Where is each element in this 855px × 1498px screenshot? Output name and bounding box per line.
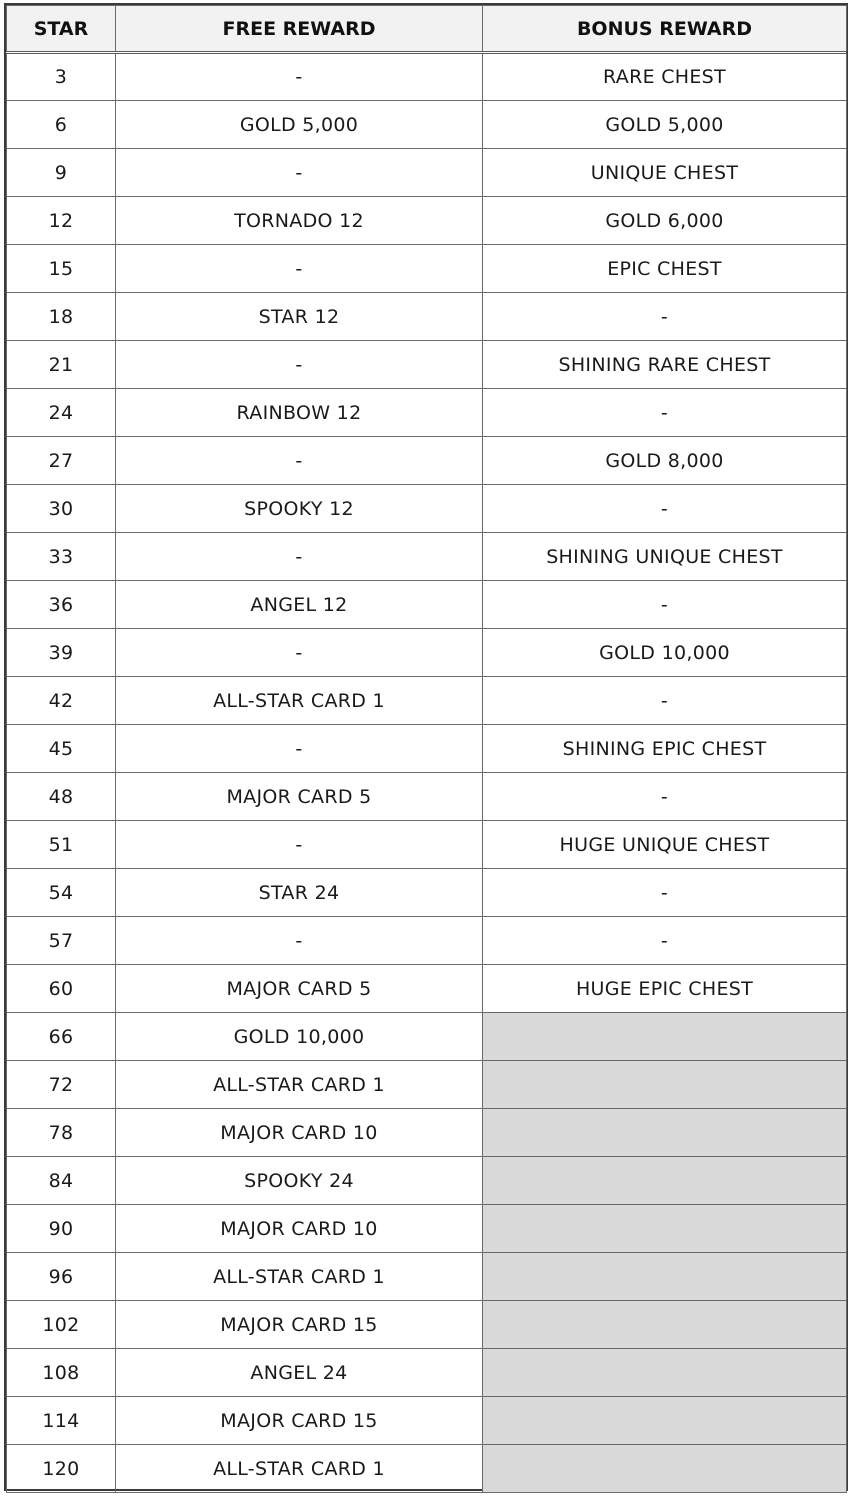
free-reward-cell: - bbox=[116, 917, 483, 965]
free-reward-cell: SPOOKY 24 bbox=[116, 1157, 483, 1205]
star-cell: 78 bbox=[7, 1109, 116, 1157]
bonus-reward-cell: GOLD 5,000 bbox=[483, 101, 847, 149]
star-cell: 96 bbox=[7, 1253, 116, 1301]
bonus-reward-cell: - bbox=[483, 677, 847, 725]
star-cell: 84 bbox=[7, 1157, 116, 1205]
star-cell: 60 bbox=[7, 965, 116, 1013]
table-row bbox=[7, 1397, 847, 1445]
bonus-reward-empty-cell bbox=[483, 1349, 847, 1397]
free-reward-cell: ALL-STAR CARD 1 bbox=[116, 1061, 483, 1109]
bonus-reward-cell: SHINING EPIC CHEST bbox=[483, 725, 847, 773]
star-cell: 27 bbox=[7, 437, 116, 485]
bonus-reward-empty-cell bbox=[483, 1013, 847, 1061]
table-row bbox=[7, 1445, 847, 1493]
table-row bbox=[7, 629, 847, 677]
table-row bbox=[7, 773, 847, 821]
table-row bbox=[7, 1253, 847, 1301]
table-row bbox=[7, 821, 847, 869]
table-row bbox=[7, 101, 847, 149]
star-cell: 30 bbox=[7, 485, 116, 533]
star-cell: 6 bbox=[7, 101, 116, 149]
free-reward-cell: MAJOR CARD 5 bbox=[116, 965, 483, 1013]
star-cell: 3 bbox=[7, 53, 116, 101]
star-cell: 39 bbox=[7, 629, 116, 677]
free-reward-cell: - bbox=[116, 149, 483, 197]
free-reward-cell: GOLD 5,000 bbox=[116, 101, 483, 149]
free-reward-cell: - bbox=[116, 245, 483, 293]
free-reward-cell: MAJOR CARD 15 bbox=[116, 1397, 483, 1445]
table-row bbox=[7, 485, 847, 533]
bonus-reward-cell: EPIC CHEST bbox=[483, 245, 847, 293]
free-reward-cell: - bbox=[116, 629, 483, 677]
header-row bbox=[7, 6, 847, 53]
table-row bbox=[7, 245, 847, 293]
star-cell: 114 bbox=[7, 1397, 116, 1445]
header-bonus-reward: BONUS REWARD bbox=[483, 6, 847, 53]
free-reward-cell: - bbox=[116, 437, 483, 485]
bonus-reward-cell: - bbox=[483, 581, 847, 629]
star-cell: 42 bbox=[7, 677, 116, 725]
table-row bbox=[7, 149, 847, 197]
reward-table bbox=[6, 5, 847, 1493]
table-row bbox=[7, 917, 847, 965]
table-row bbox=[7, 725, 847, 773]
star-cell: 12 bbox=[7, 197, 116, 245]
table-header bbox=[7, 6, 847, 53]
bonus-reward-empty-cell bbox=[483, 1445, 847, 1493]
bonus-reward-cell: - bbox=[483, 773, 847, 821]
bonus-reward-empty-cell bbox=[483, 1061, 847, 1109]
star-cell: 15 bbox=[7, 245, 116, 293]
bonus-reward-cell: - bbox=[483, 293, 847, 341]
star-cell: 66 bbox=[7, 1013, 116, 1061]
table-row bbox=[7, 533, 847, 581]
free-reward-cell: ANGEL 12 bbox=[116, 581, 483, 629]
star-cell: 9 bbox=[7, 149, 116, 197]
table-row bbox=[7, 53, 847, 101]
free-reward-cell: - bbox=[116, 53, 483, 101]
table-row bbox=[7, 1205, 847, 1253]
star-cell: 24 bbox=[7, 389, 116, 437]
bonus-reward-cell: - bbox=[483, 485, 847, 533]
free-reward-cell: STAR 12 bbox=[116, 293, 483, 341]
free-reward-cell: GOLD 10,000 bbox=[116, 1013, 483, 1061]
bonus-reward-empty-cell bbox=[483, 1301, 847, 1349]
free-reward-cell: SPOOKY 12 bbox=[116, 485, 483, 533]
star-cell: 45 bbox=[7, 725, 116, 773]
free-reward-cell: MAJOR CARD 10 bbox=[116, 1109, 483, 1157]
star-cell: 57 bbox=[7, 917, 116, 965]
star-cell: 21 bbox=[7, 341, 116, 389]
free-reward-cell: ALL-STAR CARD 1 bbox=[116, 1253, 483, 1301]
reward-table-container bbox=[4, 3, 848, 1491]
table-row bbox=[7, 1109, 847, 1157]
bonus-reward-cell: GOLD 10,000 bbox=[483, 629, 847, 677]
bonus-reward-cell: SHINING UNIQUE CHEST bbox=[483, 533, 847, 581]
star-cell: 90 bbox=[7, 1205, 116, 1253]
table-row bbox=[7, 1061, 847, 1109]
free-reward-cell: MAJOR CARD 15 bbox=[116, 1301, 483, 1349]
free-reward-cell: MAJOR CARD 5 bbox=[116, 773, 483, 821]
bonus-reward-empty-cell bbox=[483, 1253, 847, 1301]
bonus-reward-empty-cell bbox=[483, 1157, 847, 1205]
header-star: STAR bbox=[7, 6, 116, 53]
table-row bbox=[7, 293, 847, 341]
bonus-reward-cell: - bbox=[483, 389, 847, 437]
free-reward-cell: TORNADO 12 bbox=[116, 197, 483, 245]
table-row bbox=[7, 389, 847, 437]
star-cell: 102 bbox=[7, 1301, 116, 1349]
bonus-reward-cell: UNIQUE CHEST bbox=[483, 149, 847, 197]
table-row bbox=[7, 437, 847, 485]
bonus-reward-cell: GOLD 6,000 bbox=[483, 197, 847, 245]
free-reward-cell: - bbox=[116, 821, 483, 869]
star-cell: 33 bbox=[7, 533, 116, 581]
free-reward-cell: - bbox=[116, 341, 483, 389]
table-row bbox=[7, 965, 847, 1013]
star-cell: 51 bbox=[7, 821, 116, 869]
bonus-reward-cell: HUGE UNIQUE CHEST bbox=[483, 821, 847, 869]
bonus-reward-cell: GOLD 8,000 bbox=[483, 437, 847, 485]
free-reward-cell: MAJOR CARD 10 bbox=[116, 1205, 483, 1253]
bonus-reward-cell: RARE CHEST bbox=[483, 53, 847, 101]
bonus-reward-cell: SHINING RARE CHEST bbox=[483, 341, 847, 389]
header-free-reward: FREE REWARD bbox=[116, 6, 483, 53]
bonus-reward-empty-cell bbox=[483, 1205, 847, 1253]
table-row bbox=[7, 341, 847, 389]
table-row bbox=[7, 581, 847, 629]
bonus-reward-cell: HUGE EPIC CHEST bbox=[483, 965, 847, 1013]
table-row bbox=[7, 1013, 847, 1061]
star-cell: 120 bbox=[7, 1445, 116, 1493]
free-reward-cell: - bbox=[116, 533, 483, 581]
table-row bbox=[7, 1157, 847, 1205]
free-reward-cell: - bbox=[116, 725, 483, 773]
bonus-reward-cell: - bbox=[483, 869, 847, 917]
star-cell: 54 bbox=[7, 869, 116, 917]
star-cell: 72 bbox=[7, 1061, 116, 1109]
free-reward-cell: RAINBOW 12 bbox=[116, 389, 483, 437]
star-cell: 48 bbox=[7, 773, 116, 821]
free-reward-cell: ANGEL 24 bbox=[116, 1349, 483, 1397]
table-row bbox=[7, 869, 847, 917]
table-row bbox=[7, 677, 847, 725]
free-reward-cell: ALL-STAR CARD 1 bbox=[116, 1445, 483, 1493]
bonus-reward-empty-cell bbox=[483, 1109, 847, 1157]
star-cell: 18 bbox=[7, 293, 116, 341]
star-cell: 36 bbox=[7, 581, 116, 629]
free-reward-cell: STAR 24 bbox=[116, 869, 483, 917]
table-row bbox=[7, 197, 847, 245]
bonus-reward-cell: - bbox=[483, 917, 847, 965]
star-cell: 108 bbox=[7, 1349, 116, 1397]
bonus-reward-empty-cell bbox=[483, 1397, 847, 1445]
table-row bbox=[7, 1349, 847, 1397]
table-body bbox=[7, 53, 847, 1493]
free-reward-cell: ALL-STAR CARD 1 bbox=[116, 677, 483, 725]
table-row bbox=[7, 1301, 847, 1349]
